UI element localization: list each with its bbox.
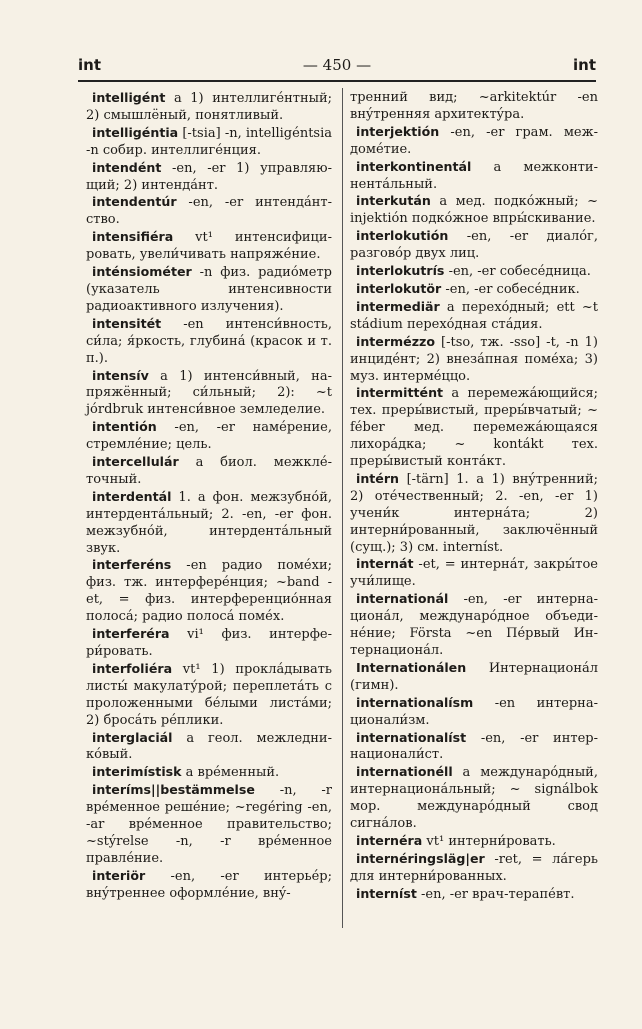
dictionary-entry	[350, 334, 598, 386]
entry-definition: -en, -er интернационали́ст.	[350, 730, 598, 763]
entry-headword: interlokutrís	[356, 263, 445, 279]
entry-headword: internationéll	[356, 764, 453, 780]
entry-definition: -n, -r врéменное решéние; ~regéring -en, -ar врéменное правительство; ~stýrelse -n, -r врéменное правлéние.	[86, 783, 332, 866]
entry-headword: intermediär	[356, 298, 440, 314]
dictionary-entry	[86, 316, 332, 368]
entry-definition: -n физ. радиóметр (указатель интенсивности радиоактивного излучения).	[86, 265, 332, 314]
column-divider	[342, 88, 343, 928]
entry-headword: intelligéntia	[92, 124, 179, 140]
dictionary-entry	[350, 591, 598, 660]
entry-headword: internéra	[356, 832, 423, 848]
dictionary-entry	[350, 471, 598, 557]
dictionary-entry	[86, 264, 332, 316]
dictionary-entry	[350, 556, 598, 591]
entry-definition: vi¹ физ. интерфери́ровать.	[86, 627, 332, 659]
entry-definition: -ret, = лáгерь для интерни́рованных.	[350, 851, 598, 884]
entry-headword: internationalísm	[356, 694, 474, 710]
entry-definition: -en интернационали́зм.	[350, 695, 598, 728]
dictionary-entry	[86, 557, 332, 626]
left-running-headword: int	[78, 56, 101, 74]
entry-definition: a 1) интенси́вный, напряжённый; си́льный; 2): ~t jórdbruk интенси́вное земледелие.	[86, 368, 332, 418]
left-column	[86, 90, 332, 903]
dictionary-entry	[350, 886, 598, 904]
entry-definition: a врéменный.	[185, 765, 280, 781]
entry-headword: intendént	[92, 159, 162, 175]
dictionary-entry	[86, 868, 332, 903]
entry-headword: interdentál	[92, 488, 172, 504]
entry-definition: -en радио помéхи; физ. тж. интерферéнция; ~band -et, = физ. интерференциóнная полосá; радио полосá помéх.	[86, 558, 332, 625]
dictionary-entry	[86, 764, 332, 782]
entry-definition: -en, -er 1) управляющий; 2) интендáнт.	[86, 160, 332, 193]
entry-headword: interlokutör	[356, 280, 442, 296]
dictionary-entry	[86, 454, 332, 489]
entry-definition: -en, -er интернационáл, междунарóдное объединéние; Första ~en Пéрвый Интернационáл.	[350, 592, 598, 658]
page-number: — 450 —	[302, 56, 372, 74]
entry-headword: intensív	[92, 367, 149, 383]
entry-headword: inténsiométer	[92, 264, 192, 280]
entry-headword: interníst	[356, 885, 417, 901]
continuation-text: тренний вид; ~arkitektúr -en внýтренняя архитектýра.	[350, 90, 598, 122]
dictionary-entry	[350, 193, 598, 228]
entry-headword: intensifiéra	[92, 229, 174, 245]
entry-headword: interíms||bestämmelse	[92, 782, 255, 798]
entry-definition: [-tärn] 1. a 1) внýтренний; 2) отéчественный; 2. -en, -er 1) учени́к интернáта; 2) интерни́рованный, заключённый (сущ.); 3) см. interníst.	[350, 471, 598, 555]
entry-headword: intermittént	[356, 385, 444, 401]
entry-headword: intérn	[356, 470, 400, 486]
entry-definition: a межконтинентáльный.	[350, 159, 598, 192]
entry-definition: a биол. межклéточный.	[86, 455, 332, 487]
dictionary-entry	[86, 419, 332, 454]
dictionary-entry	[350, 730, 598, 765]
dictionary-entry	[86, 626, 332, 661]
entry-definition: -et, = интернáт, закры́тое учи́лище.	[350, 557, 598, 590]
entry-headword: interiör	[92, 867, 146, 883]
right-column	[350, 90, 598, 904]
entry-definition: Интернационáл (гимн).	[350, 660, 598, 693]
entry-definition: 1. a фон. межзубнóй, интердентáльный; 2. -en, -er фон. межзубнóй, интердентáльный звук.	[86, 489, 332, 556]
dictionary-entry	[86, 730, 332, 765]
dictionary-entry	[86, 194, 332, 229]
entry-headword: interfoliéra	[92, 660, 173, 676]
dictionary-entry	[350, 695, 598, 730]
entry-definition: -en, -er грам. междомéтие.	[350, 124, 598, 157]
dictionary-entry	[86, 229, 332, 264]
right-running-headword: int	[573, 56, 596, 74]
entry-definition: -en, -er собесéдница.	[448, 264, 591, 280]
dictionary-entry	[350, 385, 598, 471]
entry-headword: interferéra	[92, 626, 170, 642]
entry-headword: interimístisk	[92, 764, 182, 780]
entry-headword: internationál	[356, 591, 449, 607]
dictionary-entry	[350, 833, 598, 851]
entry-headword: intensitét	[92, 315, 162, 331]
entry-headword: Internationálen	[356, 659, 467, 675]
entry-definition: -en, -er врач-терапéвт.	[421, 886, 575, 902]
entry-headword: interkután	[356, 193, 431, 209]
entry-headword: interferéns	[92, 557, 172, 573]
entry-definition: vt¹ 1) проклáдывать листы́ макулату́рой; переплетáть с проложенными бéлыми листáми; 2) бросáть рéплики.	[86, 661, 332, 728]
dictionary-entry	[350, 263, 598, 281]
dictionary-entry	[350, 228, 598, 263]
entry-definition: -en, -er намéрение, стремлéние; цель.	[86, 420, 332, 453]
dictionary-entry	[86, 489, 332, 558]
dictionary-entry	[350, 299, 598, 334]
entry-definition: a перемежáющийся; тех. преры́вистый, преры́вчатый; ~ féber мед. перемежáющаяся лихорáдка; ~ kontákt тех. преры́вистый контáкт.	[350, 386, 598, 470]
entry-definition: [-tsia] -n, intelligéntsia -n собир. интеллигéнция.	[86, 125, 332, 158]
entry-definition: a 1) интеллигéнтный; 2) смышлёный, понятливый.	[86, 91, 333, 123]
entry-definition: a междунарóдный, интернационáльный; ~ signálbok мор. междунарóдный свод сигнáлов.	[350, 765, 598, 832]
dictionary-entry	[350, 851, 598, 886]
entry-headword: interjektión	[356, 123, 440, 139]
entry-headword: interlokutión	[356, 228, 449, 244]
dictionary-entry	[86, 368, 332, 420]
dictionary-entry	[350, 764, 598, 833]
entry-headword: intelligént	[92, 90, 166, 105]
entry-headword: interkontinentál	[356, 158, 472, 174]
dictionary-entry	[86, 782, 332, 868]
entry-definition: vt¹ интерни́ровать.	[426, 833, 556, 849]
dictionary-entry	[350, 159, 598, 194]
entry-definition: -en, -er собесéдник.	[445, 281, 580, 297]
entry-headword: internát	[356, 556, 414, 572]
header-rule	[78, 80, 596, 82]
entry-definition: -en, -er интерьéр; внýтреннее оформлéние, внý-	[86, 868, 332, 901]
entry-definition: a мед. подкóжный; ~ injektión подкóжное впры́скивание.	[350, 194, 598, 227]
entry-definition: vt¹ интенсифицировать, увели́чивать напряжéние.	[86, 230, 332, 263]
dictionary-entry	[86, 661, 332, 730]
entry-headword: intendentúr	[92, 194, 177, 210]
page-header	[78, 56, 596, 78]
entry-definition: -en интенси́вность, си́ла; я́ркость, глубинá (красок и т. п.).	[86, 316, 332, 366]
entry-definition: -en, -er диалóг, разговóр двух лиц.	[350, 229, 598, 262]
entry-headword: internationalíst	[356, 729, 467, 745]
dictionary-entry	[350, 124, 598, 159]
dictionary-entry	[86, 160, 332, 195]
dictionary-entry	[86, 90, 332, 125]
entry-definition: a геол. межледникóвый.	[86, 730, 332, 763]
dictionary-entry	[350, 281, 598, 299]
dictionary-entry	[350, 660, 598, 695]
entry-headword: intercellulár	[92, 454, 179, 470]
entry-headword: interglaciál	[92, 729, 173, 745]
dictionary-entry	[86, 125, 332, 160]
entry-definition: -en, -er интендáнтство.	[86, 195, 332, 228]
entry-definition: [-tso, тж. -sso] -t, -n 1) инцидéнт; 2) внезáпная помéха; 3) муз. интермéццо.	[350, 334, 598, 384]
entry-definition: a перехóдный; ett ~t stádium перехóдная стáдия.	[350, 299, 598, 332]
entry-headword: intentión	[92, 419, 157, 435]
entry-headword: internéringsläg|er	[356, 850, 485, 866]
entry-headword: intermézzo	[356, 333, 436, 349]
